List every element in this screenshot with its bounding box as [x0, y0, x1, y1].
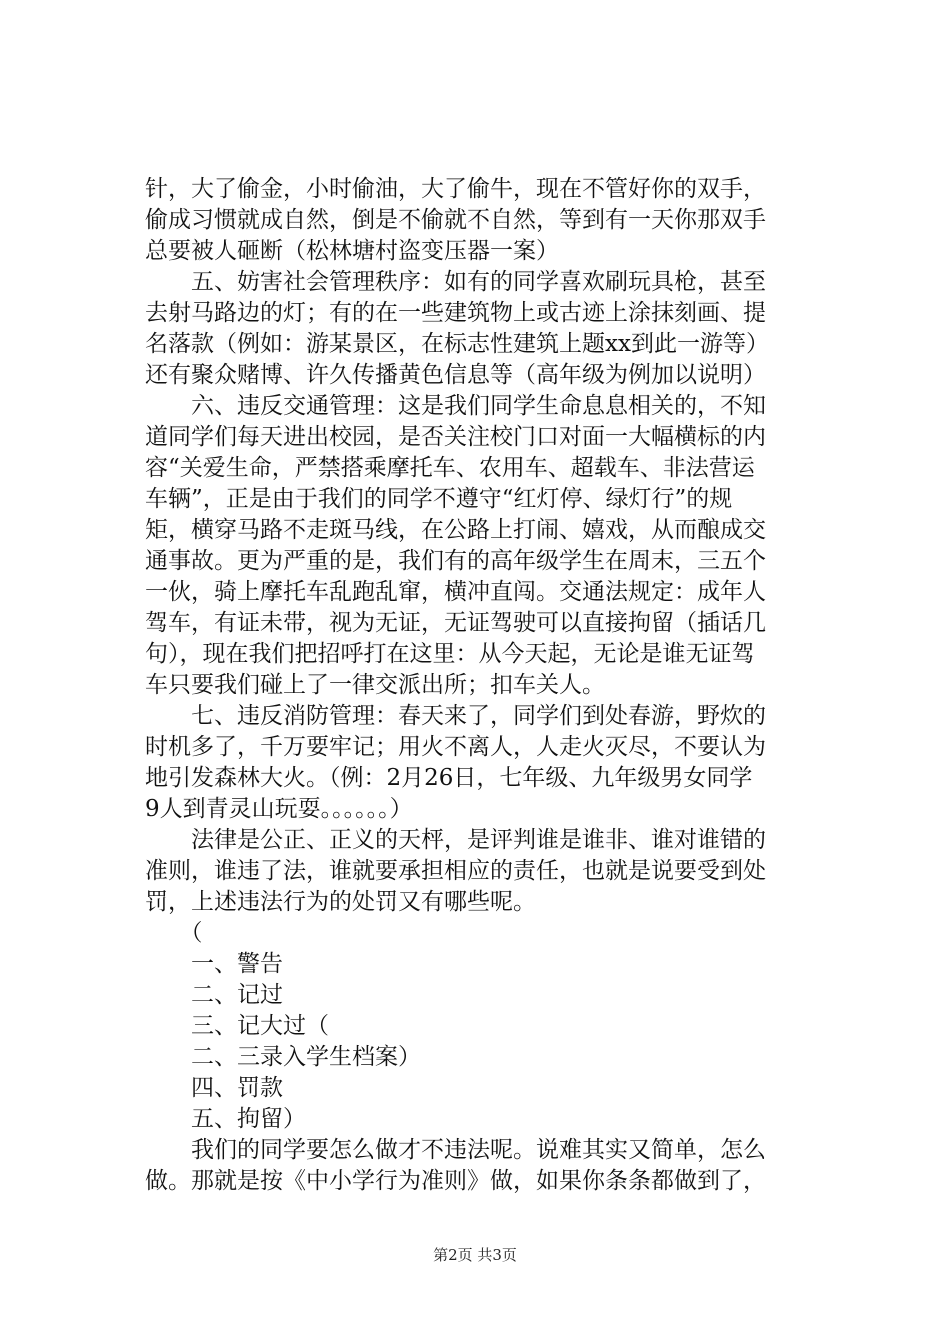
- body-text-line: 道同学们每天进出校园，是否关注校门口对面一大幅横标的内: [145, 424, 766, 450]
- body-text-line: 一伙，骑上摩托车乱跑乱窜，横冲直闯。交通法规定：成年人: [145, 579, 766, 605]
- body-text-line: 名落款（例如：游某景区，在标志性建筑上题xx到此一游等）: [145, 331, 769, 357]
- body-text-line: 时机多了，千万要牢记；用火不离人，人走火灭尽，不要认为: [145, 734, 766, 760]
- body-text-line: 驾车，有证未带，视为无证，无证驾驶可以直接拘留（插话几: [145, 610, 766, 636]
- body-text-line: 总要被人砸断（松林塘村盗变压器一案）: [145, 238, 559, 264]
- body-text-line: 我们的同学要怎么做才不违法呢。说难其实又简单，怎么: [145, 1137, 766, 1163]
- body-text-line: 车辆”，正是由于我们的同学不遵守“红灯停、绿灯行”的规: [145, 486, 733, 512]
- body-text-line: 句），现在我们把招呼打在这里：从今天起，无论是谁无证驾: [145, 641, 755, 667]
- body-text-line: 矩，横穿马路不走斑马线，在公路上打闹、嬉戏，从而酿成交: [145, 517, 766, 543]
- body-text-line: 做。那就是按《中小学行为准则》做，如果你条条都做到了，: [145, 1168, 766, 1194]
- body-text-line: 去射马路边的灯；有的在一些建筑物上或古迹上涂抹刻画、提: [145, 300, 766, 326]
- document-body: [145, 174, 835, 1197]
- body-text-line: 车只要我们碰上了一律交派出所；扣车关人。: [145, 672, 605, 698]
- page-footer: 第2页 共3页: [433, 1246, 517, 1264]
- body-text-line: 二、记过: [145, 982, 283, 1008]
- body-text-line: 准则，谁违了法，谁就要承担相应的责任，也就是说要受到处: [145, 858, 766, 884]
- body-text-line: 还有聚众赌博、许久传播黄色信息等（高年级为例加以说明）: [145, 362, 766, 388]
- body-text-line: 四、罚款: [145, 1075, 283, 1101]
- body-text-line: 通事故。更为严重的是，我们有的高年级学生在周末，三五个: [145, 548, 766, 574]
- body-text-line: 9人到青灵山玩耍。。。。。。）: [145, 796, 413, 822]
- body-text-line: 一、警告: [145, 951, 283, 977]
- body-text-line: 针，大了偷金，小时偷油，大了偷牛，现在不管好你的双手，: [145, 176, 766, 202]
- body-text-line: （: [145, 920, 203, 946]
- body-text-line: 七、违反消防管理：春天来了，同学们到处春游，野炊的: [145, 703, 766, 729]
- body-text-line: 二、三录入学生档案）: [145, 1044, 421, 1070]
- body-text-line: 六、违反交通管理：这是我们同学生命息息相关的，不知: [145, 393, 766, 419]
- body-text-line: 罚，上述违法行为的处罚又有哪些呢。: [145, 889, 536, 915]
- body-text-line: 五、妨害社会管理秩序：如有的同学喜欢刷玩具枪，甚至: [145, 269, 766, 295]
- body-text-line: 五、拘留）: [145, 1106, 306, 1132]
- body-text-line: 三、记大过（: [145, 1013, 329, 1039]
- body-text-line: 法律是公正、正义的天枰，是评判谁是谁非、谁对谁错的: [145, 827, 766, 853]
- body-text-line: 容“关爱生命，严禁搭乘摩托车、农用车、超载车、非法营运: [145, 455, 755, 481]
- body-text-line: 地引发森林大火。（例：2月26日，七年级、九年级男女同学: [145, 765, 753, 791]
- body-text-line: 偷成习惯就成自然，倒是不偷就不自然，等到有一天你那双手: [145, 207, 766, 233]
